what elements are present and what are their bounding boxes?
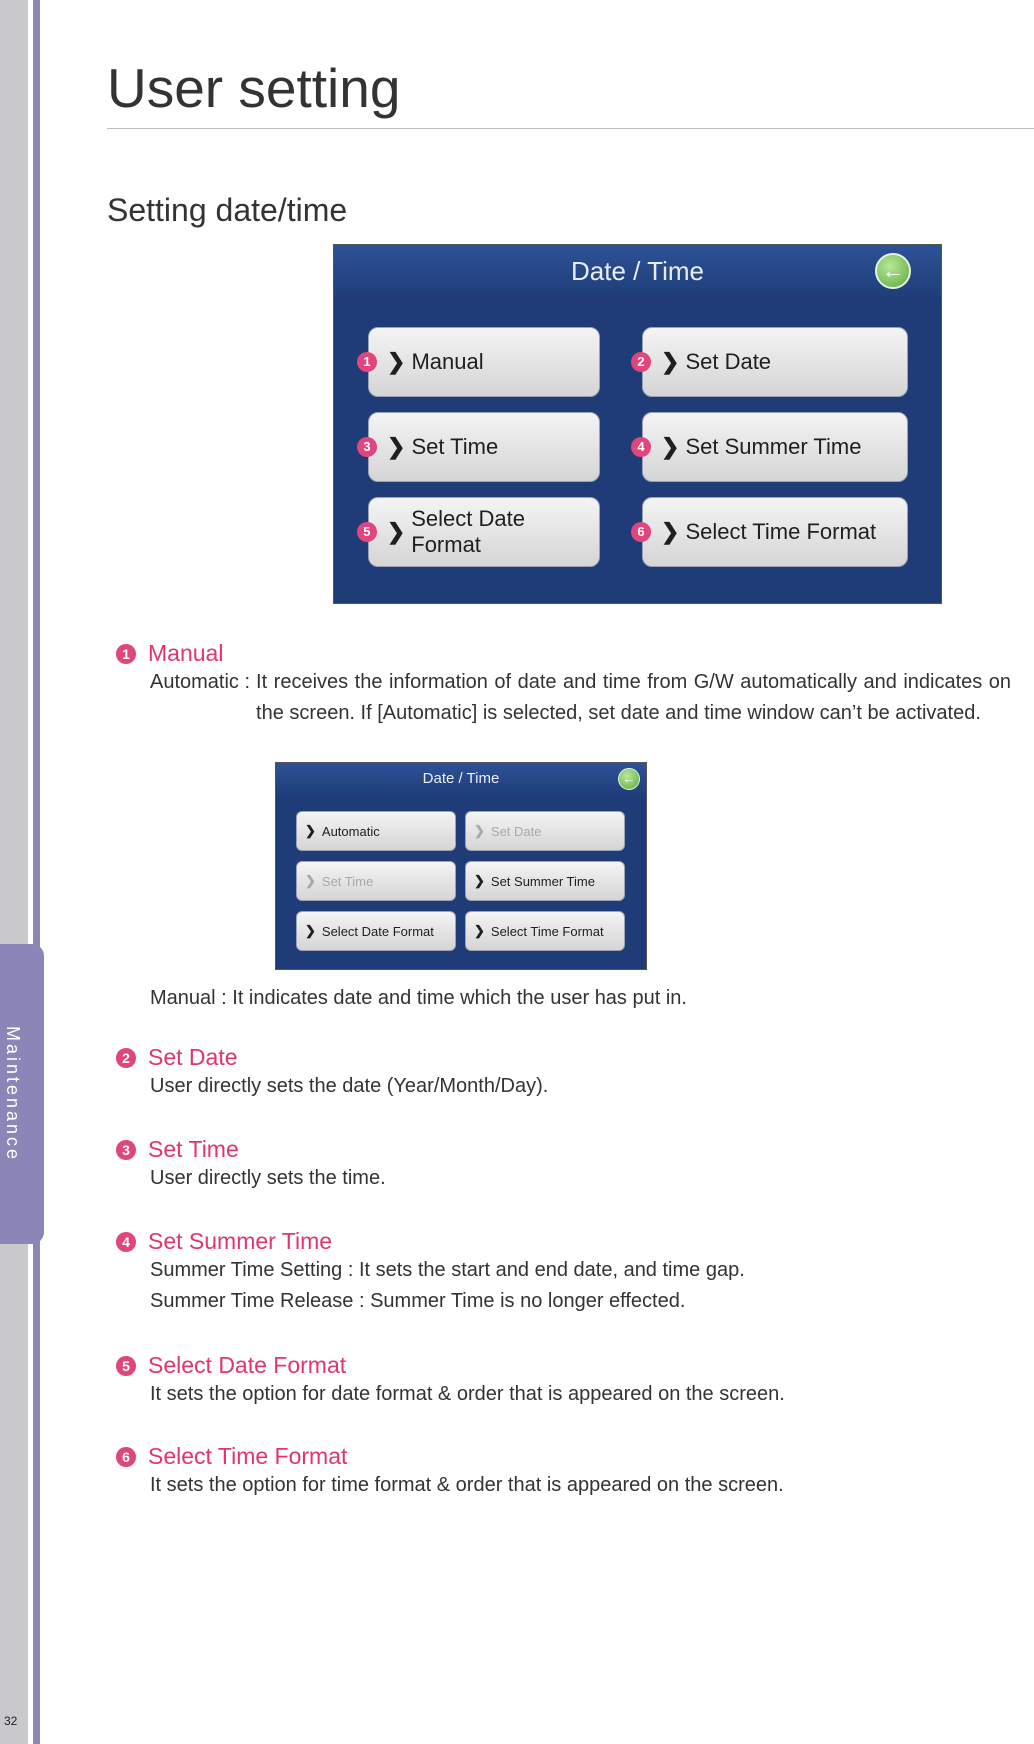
chevron-right-icon: ❯ [386,519,406,544]
number-badge: 5 [116,1356,136,1376]
section-manual [116,640,1034,729]
section-heading-text: Set Time [148,1136,239,1162]
number-badge: 1 [357,352,377,372]
button-label: Manual [411,349,484,374]
summer-time-release-text: Summer Time Release : Summer Time is no longer effected. [150,1290,686,1312]
button-label: Automatic [321,823,380,839]
section-select-date-format [116,1352,785,1410]
screen-header [276,763,646,795]
section-body: User directly sets the date (Year/Month/Day). [150,1075,549,1097]
number-badge: 3 [357,437,377,457]
back-arrow-icon[interactable]: ← [875,253,911,289]
number-badge: 2 [631,352,651,372]
chevron-right-icon: ❯ [305,823,316,838]
section-set-time [116,1136,386,1194]
button-label: Set Summer Time [490,873,595,889]
section-title: Setting date/time [107,192,348,228]
automatic-button[interactable] [296,811,456,851]
section-heading [116,1136,386,1163]
date-time-screen [333,244,942,604]
button-label: Select Time Format [490,923,604,939]
section-heading [116,1044,548,1071]
button-label: Set Date [685,349,772,374]
page-number: 32 [4,1714,18,1728]
number-badge: 5 [357,522,377,542]
number-badge: 6 [116,1447,136,1467]
screen-title: Date / Time [571,256,704,286]
manual-description [116,983,687,1014]
chevron-right-icon: ❯ [661,434,680,459]
set-summer-time-button[interactable] [637,412,908,482]
button-label: Set Date [490,823,542,839]
number-badge: 1 [116,644,136,664]
automatic-screen [275,762,647,970]
section-heading-text: Select Date Format [148,1352,347,1378]
chevron-right-icon: ❯ [474,823,485,838]
section-body [150,1255,745,1317]
section-set-date [116,1044,548,1102]
chevron-right-icon: ❯ [474,923,485,938]
section-heading-text: Set Date [148,1044,238,1070]
button-label: Select Date Format [321,923,434,939]
number-badge: 3 [116,1140,136,1160]
side-line [33,0,40,1744]
chevron-right-icon: ❯ [387,434,406,459]
chevron-right-icon: ❯ [305,873,316,888]
number-badge: 4 [116,1232,136,1252]
select-time-format-button[interactable] [637,497,908,567]
section-heading-text: Select Time Format [148,1443,348,1469]
section-heading [116,1443,784,1470]
set-date-button-disabled [465,811,625,851]
button-label: Set Summer Time [685,434,862,459]
section-heading [116,640,1034,667]
chevron-right-icon: ❯ [661,519,680,544]
manual-text: Manual : It indicates date and time which the user has put in. [150,987,687,1009]
manual-button[interactable] [363,327,600,397]
button-label: Select Date Format [411,506,525,557]
set-summer-time-button[interactable] [465,861,625,901]
number-badge: 4 [631,437,651,457]
number-badge: 2 [116,1048,136,1068]
section-heading [116,1352,785,1379]
section-heading-text: Manual [148,640,224,666]
section-body: User directly sets the time. [150,1167,386,1189]
button-label: Set Time [411,434,499,459]
page-title: User setting [107,57,401,119]
section-select-time-format [116,1443,784,1501]
set-time-button-disabled [296,861,456,901]
automatic-text: It receives the information of date and time from G/W automatically and indicates on the screen. If [Automatic] is selected, set date and time window can’t be activated. [256,671,1012,724]
select-date-format-button[interactable] [363,497,600,567]
select-time-format-button[interactable] [465,911,625,951]
screen-header [334,245,941,297]
section-body [150,667,1034,729]
section-heading-text: Set Summer Time [148,1228,333,1254]
set-time-button[interactable] [363,412,600,482]
title-divider [107,128,1034,129]
set-date-button[interactable] [637,327,908,397]
chevron-right-icon: ❯ [387,349,406,374]
chevron-right-icon: ❯ [474,873,485,888]
section-body: It sets the option for date format & order that is appeared on the screen. [150,1383,785,1405]
back-arrow-icon[interactable]: ← [618,768,640,790]
number-badge: 6 [631,522,651,542]
screen-title: Date / Time [422,770,500,787]
button-label: Select Time Format [685,519,877,544]
section-body: It sets the option for time format & order that is appeared on the screen. [150,1474,784,1496]
automatic-label: Automatic : [150,671,251,693]
automatic-description [150,667,1034,729]
select-date-format-button[interactable] [296,911,456,951]
button-label: Set Time [321,873,374,889]
section-heading [116,1228,745,1255]
chevron-right-icon: ❯ [661,349,680,374]
summer-time-setting-text: Summer Time Setting : It sets the start and end date, and time gap. [150,1259,745,1281]
section-set-summer-time [116,1228,745,1317]
side-strip [0,0,28,1744]
chevron-right-icon: ❯ [305,923,316,938]
